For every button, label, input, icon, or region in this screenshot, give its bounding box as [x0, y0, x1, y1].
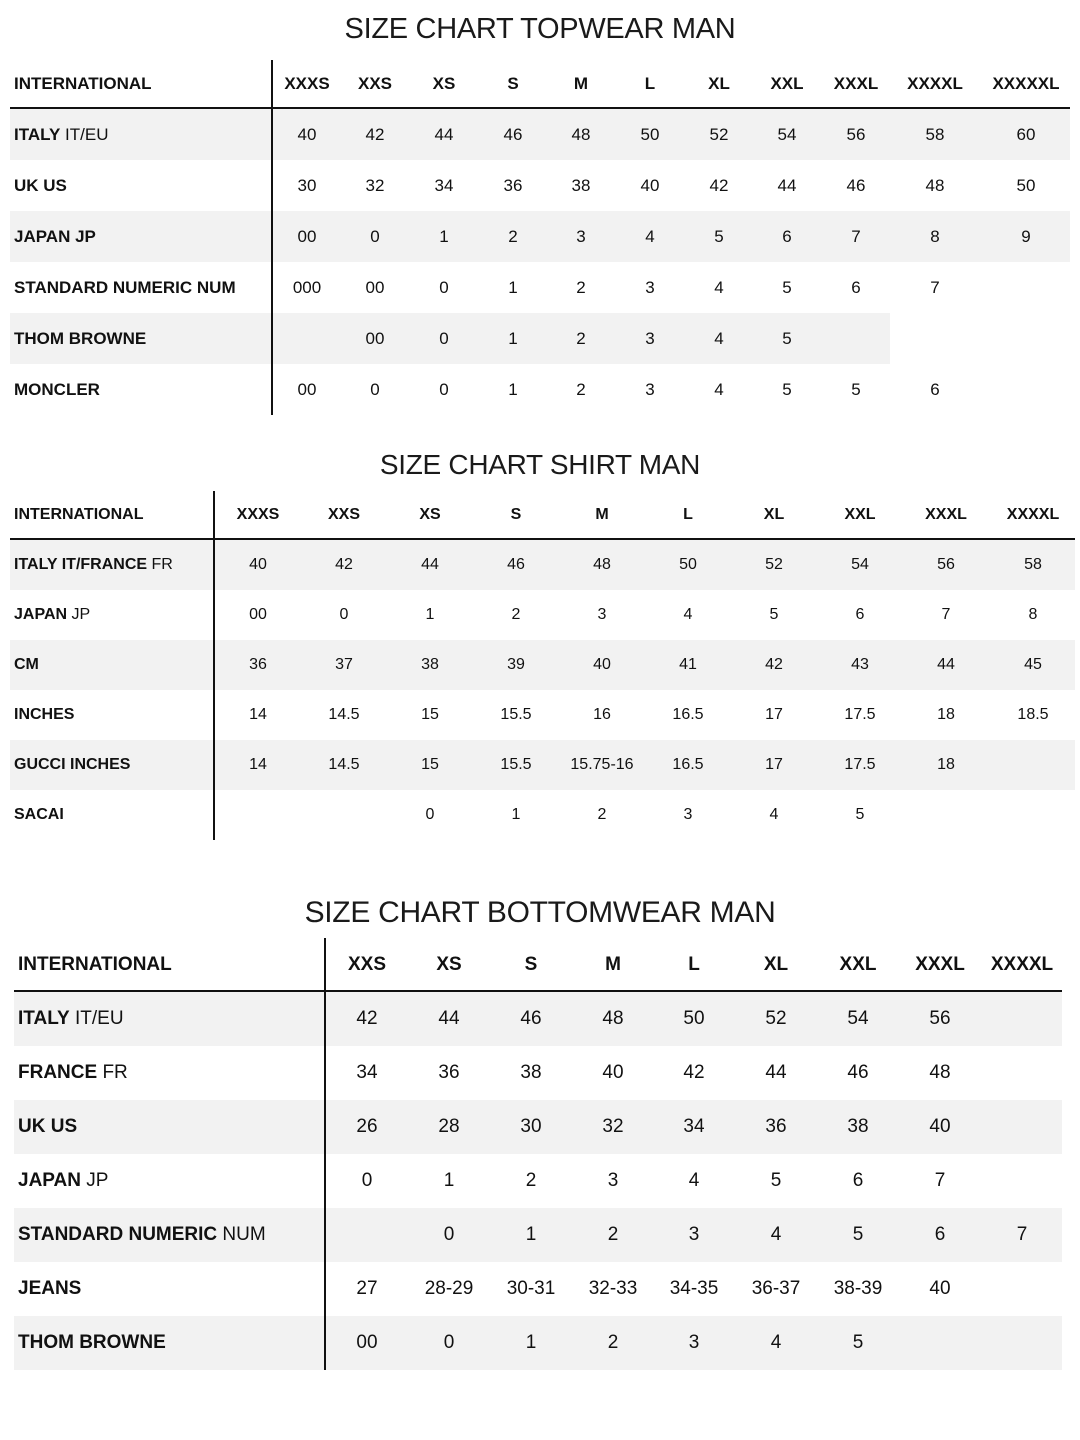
table-cell: 40: [602, 1062, 624, 1083]
table-row: [10, 640, 1075, 690]
table-cell: 34: [356, 1062, 378, 1083]
table-cell: 00: [356, 1332, 378, 1353]
table-cell: 42: [335, 556, 353, 573]
table-row: [10, 740, 1075, 790]
table-cell: 40: [929, 1116, 951, 1137]
table-cell: 36: [503, 176, 523, 195]
table-cell: 4: [714, 380, 724, 399]
row-label: [14, 740, 130, 790]
table-cell: 1: [443, 1170, 455, 1191]
table-cell: 46: [503, 125, 523, 144]
label-column-divider: [213, 491, 215, 840]
table-cell: 40: [297, 125, 317, 144]
column-header: XXL: [770, 74, 804, 93]
table-cell: 56: [929, 1008, 951, 1029]
table-cell: 7: [930, 278, 940, 297]
column-header: S: [510, 506, 522, 523]
table-cell: 15: [421, 756, 439, 773]
column-header: XS: [432, 74, 456, 93]
table-cell: 0: [370, 227, 380, 246]
row-label-main: JEANS: [18, 1278, 82, 1299]
chart-title: SIZE CHART BOTTOMWEAR MAN: [304, 896, 776, 929]
table-cell: 1: [511, 806, 521, 823]
label-column-divider: [324, 938, 326, 1370]
table-row: [10, 160, 1070, 211]
table-cell: 4: [769, 806, 779, 823]
column-header: XS: [419, 506, 441, 523]
column-header: XXS: [347, 954, 387, 975]
table-cell: 4: [770, 1224, 782, 1245]
table-cell: 50: [640, 125, 660, 144]
row-label-suffix: NUM: [222, 1224, 266, 1245]
table-row: [10, 590, 1075, 640]
table-row: [10, 364, 1070, 415]
table-cell: 5: [782, 278, 792, 297]
table-cell: 7: [1016, 1224, 1028, 1245]
row-label: [18, 1316, 166, 1370]
table-cell: 17: [765, 756, 783, 773]
table-cell: 6: [934, 1224, 946, 1245]
header-row: [14, 938, 1062, 991]
row-label: [14, 211, 96, 262]
column-header: XL: [763, 506, 785, 523]
table-row: [10, 790, 1075, 840]
table-cell: 16: [593, 706, 611, 723]
row-label: [14, 690, 74, 740]
table-cell: 3: [597, 606, 607, 623]
table-cell: 58: [925, 125, 945, 144]
table-cell: 46: [520, 1008, 542, 1029]
table-cell: 3: [645, 380, 655, 399]
table-cell: 5: [855, 806, 865, 823]
table-cell: 4: [770, 1332, 782, 1353]
table-cell: 6: [852, 1170, 864, 1191]
column-header: XL: [708, 74, 730, 93]
table-cell: 27: [356, 1278, 378, 1299]
table-cell: 14.5: [328, 756, 360, 773]
row-label-main: FRANCE: [18, 1062, 98, 1083]
table-cell: 6: [851, 278, 861, 297]
table-cell: 32: [602, 1116, 624, 1137]
table-cell: 37: [335, 656, 353, 673]
table-cell: 3: [645, 278, 655, 297]
table-cell: 54: [851, 556, 869, 573]
column-header: L: [644, 74, 656, 93]
table-cell: 2: [576, 278, 586, 297]
row-label: [18, 992, 124, 1046]
column-header: XXXXL: [1006, 506, 1060, 523]
table-cell: 6: [855, 606, 865, 623]
table-cell: 14.5: [328, 706, 360, 723]
table-cell: 42: [765, 656, 783, 673]
table-cell: 0: [443, 1332, 455, 1353]
table-cell: 5: [782, 329, 792, 348]
table-cell: 40: [929, 1278, 951, 1299]
table-cell: 3: [607, 1170, 619, 1191]
column-header: XXL: [839, 954, 877, 975]
column-header: XXXS: [284, 74, 330, 93]
table-cell: 14: [249, 756, 267, 773]
column-header: XXS: [357, 74, 393, 93]
row-label: [14, 160, 67, 211]
table-cell: 00: [249, 606, 267, 623]
column-header: S: [507, 74, 519, 93]
label-column-divider: [271, 60, 273, 415]
table-cell: 8: [930, 227, 940, 246]
table-cell: 44: [765, 1062, 787, 1083]
table-cell: 39: [507, 656, 525, 673]
table-cell: 46: [847, 1062, 869, 1083]
table-cell: 2: [508, 227, 518, 246]
table-cell: 3: [576, 227, 586, 246]
row-label: [18, 1100, 77, 1154]
table-row: [14, 1100, 1062, 1154]
table-cell: 0: [439, 380, 449, 399]
column-header: S: [524, 954, 538, 975]
chart-title: SIZE CHART TOPWEAR MAN: [344, 13, 736, 45]
table-cell: 60: [1016, 125, 1036, 144]
column-header: XXXL: [925, 506, 967, 523]
table-cell: 50: [679, 556, 697, 573]
table-cell: 18: [937, 756, 955, 773]
column-header: L: [688, 954, 700, 975]
table-cell: 30-31: [506, 1278, 556, 1299]
table-cell: 52: [765, 556, 783, 573]
chart-title: SIZE CHART SHIRT MAN: [379, 449, 701, 480]
table-cell: 15.5: [500, 756, 532, 773]
table-cell: 2: [597, 806, 607, 823]
table-cell: 18.5: [1017, 706, 1049, 723]
table-cell: 44: [937, 656, 955, 673]
row-label: [18, 1154, 108, 1208]
table-row: [10, 109, 1070, 160]
table-cell: 44: [438, 1008, 460, 1029]
table-cell: 2: [525, 1170, 537, 1191]
table-cell: 000: [292, 278, 322, 297]
table-cell: 40: [640, 176, 660, 195]
table-cell: 4: [714, 278, 724, 297]
table-cell: 0: [339, 606, 349, 623]
table-cell: 0: [370, 380, 380, 399]
table-cell: 38: [847, 1116, 869, 1137]
table-cell: 36-37: [751, 1278, 801, 1299]
row-label-main: ITALY: [18, 1008, 70, 1029]
table-cell: 0: [361, 1170, 373, 1191]
row-label: [14, 364, 100, 415]
column-header: M: [605, 954, 621, 975]
table-cell: 56: [846, 125, 866, 144]
table-cell: 48: [593, 556, 611, 573]
header-label: INTERNATIONAL: [18, 954, 172, 975]
table-cell: 30: [520, 1116, 542, 1137]
table-cell: 44: [434, 125, 454, 144]
row-label-main: JAPAN: [14, 606, 68, 623]
table-cell: 48: [929, 1062, 951, 1083]
row-label-main: MONCLER: [14, 380, 100, 399]
table-row: [14, 1208, 1062, 1262]
row-label: [14, 262, 236, 313]
table-cell: 58: [1024, 556, 1042, 573]
table-cell: 5: [782, 380, 792, 399]
header-label: INTERNATIONAL: [14, 506, 144, 523]
table-cell: 5: [714, 227, 724, 246]
table-cell: 56: [937, 556, 955, 573]
table-cell: 38-39: [833, 1278, 883, 1299]
table-row: [14, 1046, 1062, 1100]
table-cell: 48: [602, 1008, 624, 1029]
table-cell: 40: [249, 556, 267, 573]
column-header: XXS: [327, 506, 360, 523]
row-label: [14, 109, 108, 160]
table-cell: 52: [709, 125, 729, 144]
row-label-suffix: FR: [102, 1062, 128, 1083]
row-label-main: ITALY: [14, 125, 61, 144]
row-label-main: INCHES: [14, 706, 75, 723]
table-cell: 36: [765, 1116, 787, 1137]
column-header: M: [573, 74, 589, 93]
row-label-suffix: JP: [71, 606, 91, 623]
table-cell: 50: [683, 1008, 705, 1029]
table-cell: 8: [1028, 606, 1038, 623]
table-row: [14, 1316, 1062, 1370]
table-cell: 1: [508, 329, 518, 348]
header-row: [10, 60, 1070, 108]
table-cell: 3: [683, 806, 693, 823]
table-cell: 00: [365, 329, 385, 348]
table-cell: 17.5: [844, 706, 876, 723]
table-cell: 00: [297, 380, 317, 399]
table-cell: 44: [421, 556, 439, 573]
table-cell: 4: [645, 227, 655, 246]
table-cell: 54: [847, 1008, 869, 1029]
row-label-suffix: JP: [86, 1170, 109, 1191]
table-cell: 5: [851, 380, 861, 399]
table-row: [14, 1262, 1062, 1316]
table-cell: 16.5: [672, 756, 704, 773]
row-label-main: UK US: [18, 1116, 78, 1137]
row-label-main: ITALY IT/FRANCE: [14, 556, 148, 573]
table-cell: 46: [507, 556, 525, 573]
table-cell: 5: [770, 1170, 782, 1191]
column-header: XXXXXL: [992, 74, 1060, 93]
column-header: XL: [763, 954, 789, 975]
row-label-main: THOM BROWNE: [14, 329, 147, 348]
table-cell: 46: [846, 176, 866, 195]
table-row: [14, 1154, 1062, 1208]
row-label-main: UK US: [14, 176, 67, 195]
table-cell: 3: [688, 1224, 700, 1245]
table-row: [10, 211, 1070, 262]
table-cell: 9: [1021, 227, 1031, 246]
column-header: XXXL: [833, 74, 879, 93]
table-cell: 1: [525, 1332, 537, 1353]
table-cell: 48: [925, 176, 945, 195]
table-row: [14, 992, 1062, 1046]
column-header: L: [683, 506, 693, 523]
table-cell: 54: [777, 125, 797, 144]
column-header: XS: [436, 954, 462, 975]
table-cell: 4: [714, 329, 724, 348]
row-label: [14, 590, 90, 640]
table-cell: 7: [934, 1170, 946, 1191]
table-cell: 5: [769, 606, 779, 623]
row-label-suffix: FR: [151, 556, 173, 573]
table-cell: 00: [365, 278, 385, 297]
table-cell: 1: [508, 278, 518, 297]
table-cell: 38: [571, 176, 591, 195]
table-cell: 44: [777, 176, 797, 195]
table-cell: 52: [765, 1008, 787, 1029]
table-cell: 40: [593, 656, 611, 673]
table-cell: 43: [851, 656, 869, 673]
table-cell: 2: [576, 329, 586, 348]
table-cell: 50: [1016, 176, 1036, 195]
row-label: [18, 1262, 81, 1316]
table-cell: 34: [683, 1116, 705, 1137]
table-cell: 4: [683, 606, 693, 623]
table-cell: 42: [356, 1008, 378, 1029]
table-cell: 15.5: [500, 706, 532, 723]
row-label: [18, 1046, 128, 1100]
table-cell: 42: [365, 125, 385, 144]
table-cell: 45: [1024, 656, 1042, 673]
row-label-main: JAPAN: [18, 1170, 81, 1191]
header-row: [10, 491, 1075, 539]
table-cell: 6: [930, 380, 940, 399]
column-header: XXXXL: [907, 74, 963, 93]
table-cell: 7: [851, 227, 861, 246]
table-cell: 1: [425, 606, 435, 623]
table-cell: 0: [425, 806, 435, 823]
table-cell: 26: [356, 1116, 378, 1137]
column-header: M: [595, 506, 609, 523]
row-label-main: CM: [14, 656, 39, 673]
header-label: INTERNATIONAL: [14, 74, 152, 93]
table-cell: 2: [576, 380, 586, 399]
column-header: XXXL: [915, 954, 965, 975]
table-cell: 7: [941, 606, 951, 623]
table-cell: 41: [679, 656, 697, 673]
table-cell: 3: [645, 329, 655, 348]
table-cell: 6: [782, 227, 792, 246]
row-label: [18, 1208, 266, 1262]
table-cell: 1: [508, 380, 518, 399]
table-cell: 1: [525, 1224, 537, 1245]
table-cell: 42: [683, 1062, 705, 1083]
table-cell: 32: [365, 176, 385, 195]
table-cell: 36: [438, 1062, 460, 1083]
row-label-main: SACAI: [14, 806, 64, 823]
table-cell: 17.5: [844, 756, 876, 773]
row-label-suffix: IT/EU: [65, 125, 109, 144]
row-label-main: STANDARD NUMERIC: [18, 1224, 218, 1245]
table-cell: 16.5: [672, 706, 704, 723]
table-cell: 2: [607, 1224, 619, 1245]
table-cell: 15.75-16: [570, 756, 634, 773]
column-header: XXXXL: [990, 954, 1054, 975]
table-cell: 1: [439, 227, 449, 246]
table-cell: 15: [421, 706, 439, 723]
table-cell: 38: [520, 1062, 542, 1083]
table-cell: 14: [249, 706, 267, 723]
table-row: [10, 540, 1075, 590]
table-cell: 38: [421, 656, 439, 673]
table-cell: 0: [439, 329, 449, 348]
table-cell: 17: [765, 706, 783, 723]
row-label-main: JAPAN JP: [14, 227, 96, 246]
row-label-main: GUCCI INCHES: [14, 756, 131, 773]
row-label: [14, 313, 146, 364]
row-label: [14, 540, 173, 590]
row-label-main: THOM BROWNE: [18, 1332, 166, 1353]
table-cell: 0: [443, 1224, 455, 1245]
table-row: [10, 313, 890, 364]
table-cell: 3: [688, 1332, 700, 1353]
table-cell: 2: [607, 1332, 619, 1353]
table-cell: 48: [571, 125, 591, 144]
row-label-main: STANDARD NUMERIC NUM: [14, 278, 236, 297]
table-cell: 0: [439, 278, 449, 297]
table-cell: 18: [937, 706, 955, 723]
table-cell: 5: [852, 1224, 864, 1245]
table-cell: 5: [852, 1332, 864, 1353]
table-cell: 30: [297, 176, 317, 195]
table-cell: 28: [438, 1116, 460, 1137]
table-cell: 00: [297, 227, 317, 246]
column-header: XXL: [844, 506, 876, 523]
row-label: [14, 790, 64, 840]
table-cell: 42: [709, 176, 729, 195]
table-cell: 4: [688, 1170, 700, 1191]
column-header: XXXS: [236, 506, 280, 523]
table-cell: 2: [511, 606, 521, 623]
table-row: [10, 690, 1075, 740]
row-label-suffix: IT/EU: [75, 1008, 124, 1029]
table-cell: 36: [249, 656, 267, 673]
table-row: [10, 262, 1070, 313]
table-cell: 34: [434, 176, 454, 195]
table-cell: 34-35: [669, 1278, 719, 1299]
table-cell: 28-29: [424, 1278, 474, 1299]
table-cell: 32-33: [588, 1278, 638, 1299]
row-label: [14, 640, 39, 690]
